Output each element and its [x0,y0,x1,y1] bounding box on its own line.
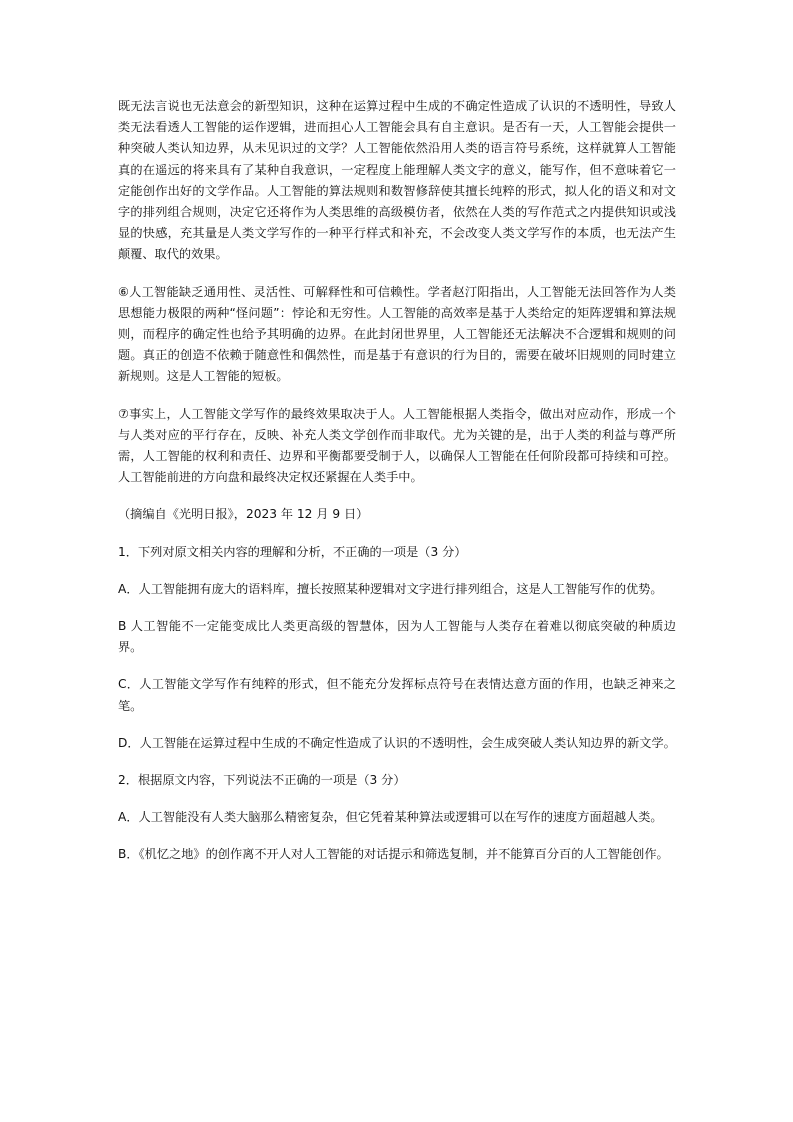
question-2-option-a: A．人工智能没有人类大脑那么精密复杂，但它凭着某种算法或逻辑可以在写作的速度方面超越人类。 [118,810,663,825]
question-2-option-b: B．《机忆之地》的创作离不开人对人工智能的对话提示和筛选复制，并不能算百分百的人工智能创作。 [118,847,669,862]
question-2: 2．根据原文内容，下列说法不正确的一项是（3 分） [118,773,406,788]
question-1: 1．下列对原文相关内容的理解和分析，不正确的一项是（3 分） [118,544,467,559]
source-citation: （摘编自《光明日报》，2023 年 12 月 9 日） [118,507,369,522]
question-1-option-a: A．人工智能拥有庞大的语料库，擅长按照某种逻辑对文字进行排列组合，这是人工智能写作的优势。 [118,581,663,596]
paragraph-6: ⑥人工智能缺乏通用性、灵活性、可解释性和可信赖性。学者赵汀阳指出，人工智能无法回答作为人类思想能力极限的两种“怪问题”：悖论和无穷性。人工智能的高效率是基于人类给定的矩阵逻辑和算法规则，而程序的确定性也给予其明确的边界。在此封闭世界里，人工智能还无法解决不合逻辑和规则的问题。真正的创造不依赖于随意性和偶然性，而是基于有意识的行为目的，需要在破坏旧规则的同时建立新规则。这是人工智能的短板。 [118,284,676,384]
question-1-option-b: B 人工智能不一定能变成比人类更高级的智慧体，因为人工智能与人类存在着难以彻底突破的种质边界。 [118,619,676,655]
document-page [118,96,676,866]
paragraph-continuation: 既无法言说也无法意会的新型知识，这种在运算过程中生成的不确定性造成了认识的不透明性，导致人类无法看透人工智能的运作逻辑，进而担心人工智能会具有自主意识。是否有一天，人工智能会提供一种突破人类认知边界，从未见识过的文学？人工智能依然沿用人类的语言符号系统，这样就算人工智能真的在遥远的将来具有了某种自我意识，一定程度上能理解人类文字的意义，能写作，但不意味着它一定能创作出好的文学作品。人工智能的算法规则和数智修辞使其擅长纯粹的形式，拟人化的语义和对文字的排列组合规则，决定它还将作为人类思维的高级模仿者，依然在人类的写作范式之内提供知识或浅显的快感，充其量是人类文学写作的一种平行样式和补充，不会改变人类文学写作的本质，也无法产生颠覆、取代的效果。 [118,99,676,262]
paragraph-7: ⑦事实上，人工智能文学写作的最终效果取决于人。人工智能根据人类指令，做出对应动作，形成一个与人类对应的平行存在，反映、补充人类文学创作而非取代。尤为关键的是，出于人类的利益与尊严所需，人工智能的权利和责任、边界和平衡都要受制于人，以确保人工智能在任何阶段都可持续和可控。人工智能前进的方向盘和最终决定权还紧握在人类手中。 [118,406,676,485]
question-1-option-c: C．人工智能文学写作有纯粹的形式，但不能充分发挥标点符号在表情达意方面的作用，也缺乏神来之笔。 [118,677,676,713]
question-1-option-d: D．人工智能在运算过程中生成的不确定性造成了认识的不透明性，会生成突破人类认知边界的新文学。 [118,735,676,750]
